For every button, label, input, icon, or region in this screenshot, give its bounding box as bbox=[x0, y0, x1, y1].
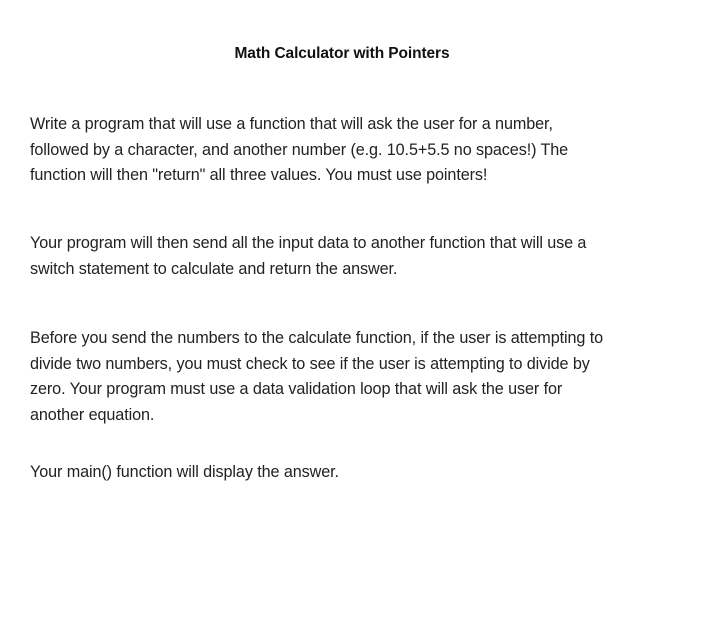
paragraph-line: Your main() function will display the answer. bbox=[30, 463, 339, 481]
paragraph-line: Write a program that will use a function that will ask the user for a number, bbox=[30, 115, 553, 133]
paragraph-line: switch statement to calculate and return the answer. bbox=[30, 259, 398, 278]
paragraph-divide-by-zero-validation bbox=[30, 326, 670, 428]
paragraph-line: zero. Your program must use a data validation loop that will ask the user for bbox=[30, 380, 563, 398]
paragraph-line: another equation. bbox=[30, 405, 155, 424]
paragraph-line: followed by a character, and another number (e.g. 10.5+5.5 no spaces!) The bbox=[30, 140, 569, 159]
paragraph-switch-calculation bbox=[30, 231, 670, 282]
paragraph-program-input-function bbox=[30, 112, 670, 189]
paragraph-line: Your program will then send all the input data to another function that will use a bbox=[30, 234, 587, 252]
paragraph-line: divide two numbers, you must check to see if the user is attempting to divide by bbox=[30, 354, 590, 373]
document-title: Math Calculator with Pointers bbox=[234, 45, 450, 62]
paragraph-main-display bbox=[30, 460, 670, 486]
paragraph-line: function will then "return" all three values. You must use pointers! bbox=[30, 166, 488, 184]
paragraph-line: Before you send the numbers to the calculate function, if the user is attempting to bbox=[30, 329, 603, 347]
